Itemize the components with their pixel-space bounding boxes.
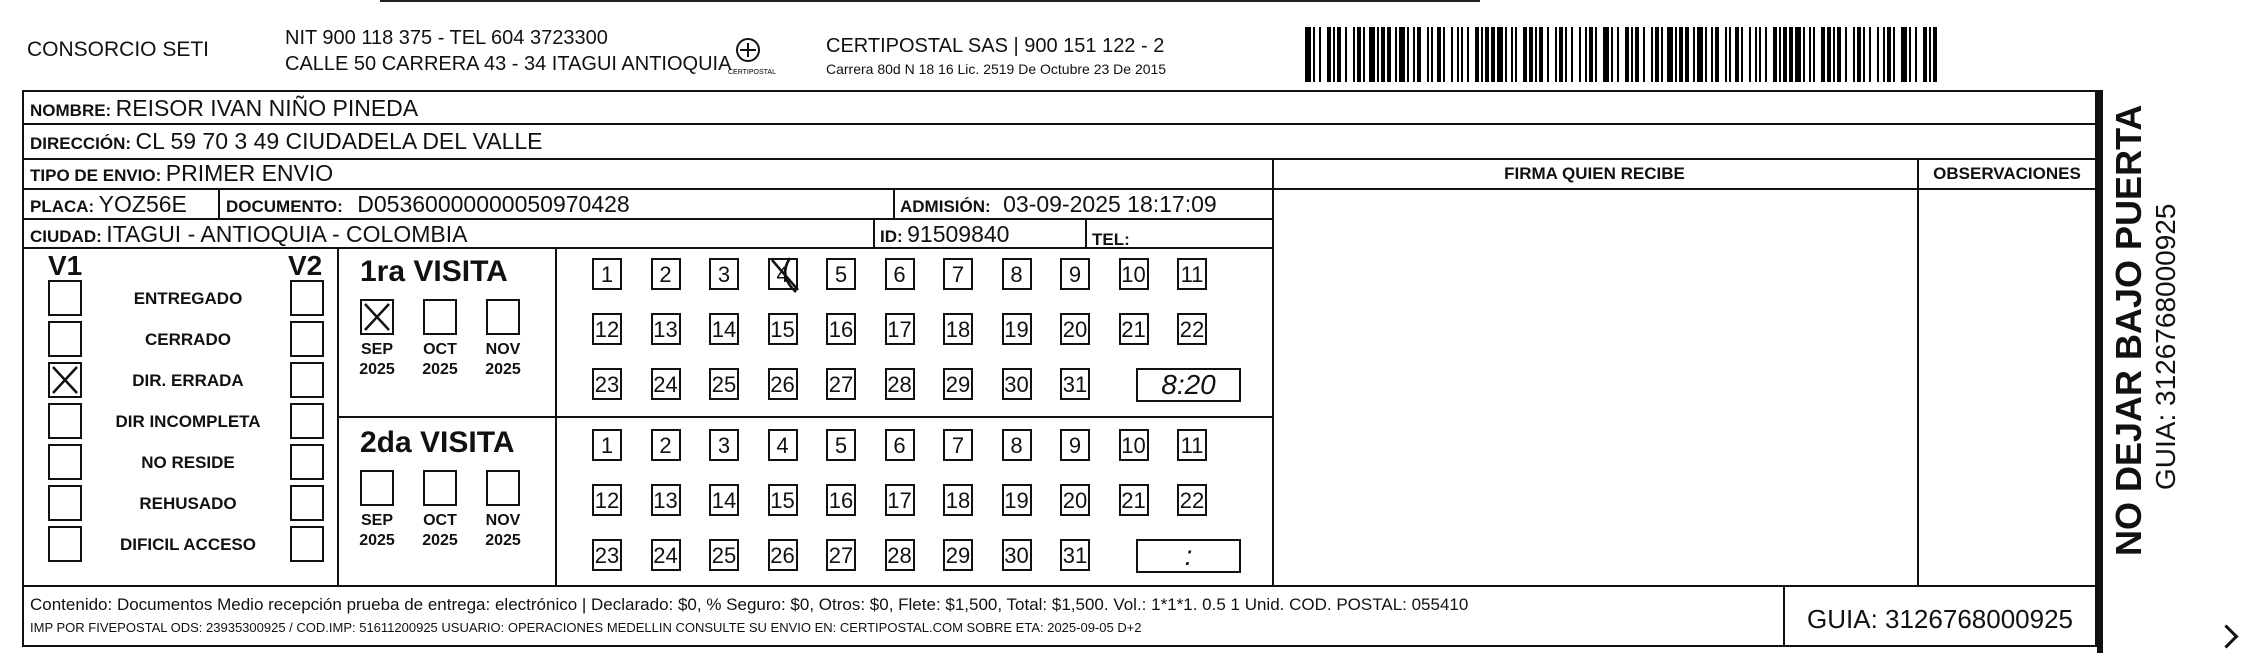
tipo-row [30,160,333,187]
col-docu-sep [218,188,220,218]
id-value: 91509840 [907,221,1010,247]
status-label: REHUSADO [139,494,237,513]
ciudad-label: CIUDAD: [30,227,102,246]
month-name: OCT [423,512,457,529]
barcode-image [1305,27,1938,82]
barcode-bar [1857,27,1861,82]
placa-label: PLACA: [30,197,95,216]
barcode-bar [1853,27,1855,82]
visit1-day-3[interactable]: 3 [709,258,739,290]
v2-label: V2 [288,250,323,281]
barcode-bar [1789,27,1793,82]
visit1-day-24[interactable]: 24 [651,368,681,400]
visit2-month-label [415,511,465,551]
col-obs-left [1917,158,1919,585]
nombre-label: NOMBRE: [30,101,112,120]
tel-label: TEL: [1092,230,1130,249]
month-name: OCT [423,341,457,358]
visit1-day-29[interactable]: 29 [943,368,973,400]
barcode-bar [1915,27,1917,82]
col-admision-sep [893,188,895,218]
visit2-day-29[interactable]: 29 [943,539,973,571]
month-name: SEP [360,512,393,529]
visit2-day-15[interactable]: 15 [768,484,798,516]
v1-checkbox[interactable] [48,403,82,439]
barcode-bar [1887,27,1891,82]
col-id-sep [873,218,875,247]
barcode-bar [1413,27,1415,82]
visit1-day-31[interactable]: 31 [1060,368,1090,400]
visit1-day-1[interactable]: 1 [592,258,622,290]
visit1-month-label [415,340,465,380]
barcode-bar [1783,27,1787,82]
status-label: ENTREGADO [133,289,243,308]
barcode-bar [1725,27,1727,82]
row-line-1 [24,123,2097,125]
barcode-bar [1603,27,1609,82]
visit2-day-16[interactable]: 16 [826,484,856,516]
barcode-bar [1675,27,1677,82]
v2-checkbox[interactable] [290,526,324,562]
visit1-day-2[interactable]: 2 [651,258,681,290]
month-year: 2025 [359,361,395,378]
visit1-day-13[interactable]: 13 [651,313,681,345]
visit-divider [337,416,1272,418]
barcode-bar [1559,27,1563,82]
visit1-month-checkbox[interactable] [486,299,520,335]
barcode-bar [1427,27,1429,82]
barcode-bar [1837,27,1841,82]
visit1-day-25[interactable]: 25 [709,368,739,400]
barcode-bar [1929,27,1931,82]
barcode-bar [1617,27,1619,82]
documento-value: D05360000000050970428 [357,191,630,217]
footer-line2: IMP POR FIVEPOSTAL ODS: 23935300925 / COD.IMP: 51611200925 USUARIO: OPERACIONES MEDELLIN CONSULTE SU ENVIO EN: CERTIPOSTAL.COM SOBRE ETA: 2025-09-05 D+2 [30,620,1142,635]
tipo-value: PRIMER ENVIO [165,160,334,186]
visit2-day-14[interactable]: 14 [709,484,739,516]
visit1-day-30[interactable]: 30 [1002,368,1032,400]
visit2-day-11[interactable]: 11 [1177,429,1207,461]
barcode-bar [1437,27,1441,82]
barcode-bar [1511,27,1513,82]
v1-label: V1 [48,250,83,281]
visit2-day-1[interactable]: 1 [592,429,622,461]
footer-guia: GUIA: 3126768000925 [1807,604,2073,634]
side-guia: GUIA: 3126768000925 [2150,203,2181,490]
barcode-bar [1729,27,1731,82]
status-label: NO RESIDE [141,453,235,472]
visit1-day-9[interactable]: 9 [1060,258,1090,290]
barcode-bar [1357,27,1361,82]
barcode-bar [1697,27,1703,82]
barcode-bar [1803,27,1805,82]
visit2-day-13[interactable]: 13 [651,484,681,516]
visit1-day-17[interactable]: 17 [885,313,915,345]
barcode-bar [1845,27,1847,82]
address-line: CALLE 50 CARRERA 43 - 34 ITAGUI ANTIOQUIA [285,53,732,75]
barcode-bar [1327,27,1331,82]
visit2-day-31[interactable]: 31 [1060,539,1090,571]
barcode-bar [1475,27,1479,82]
barcode-bar [1923,27,1927,82]
tipo-label: TIPO DE ENVIO: [30,166,162,185]
row-line-2b [1272,158,2097,160]
corner-mark [2214,624,2238,648]
visit2-day-23[interactable]: 23 [592,539,622,571]
visit2-day-3[interactable]: 3 [709,429,739,461]
barcode-bar [1667,27,1673,82]
visit2-day-17[interactable]: 17 [885,484,915,516]
visit1-day-4[interactable]: 4 [768,258,798,290]
barcode-bar [1635,27,1639,82]
visit2-day-19[interactable]: 19 [1002,484,1032,516]
visit2-day-30[interactable]: 30 [1002,539,1032,571]
barcode-bar [1461,27,1463,82]
barcode-bar [1523,27,1527,82]
nit-line: NIT 900 118 375 - TEL 604 3723300 [285,27,608,49]
barcode-bar [1305,27,1311,82]
barcode-bar [1755,27,1757,82]
barcode-bar [1711,27,1713,82]
barcode-bar [1345,27,1347,82]
footer-line1: Contenido: Documentos Medio recepción prueba de entrega: electrónico | Declarado: $0, % Seguro: $0, Otros: $0, Flete: $1,500, Total: $1,500. Vol.: 1*1*1. 0.5 1 Unid. COD. POSTAL: 055410 [30,595,1469,614]
barcode-bar [1893,27,1895,82]
barcode-bar [1809,27,1811,82]
visit1-day-23[interactable]: 23 [592,368,622,400]
barcode-bar [1377,27,1379,82]
barcode-bar [1595,27,1597,82]
barcode-bar [1333,27,1335,82]
visit2-month-checkbox[interactable] [486,470,520,506]
barcode-bar [1565,27,1567,82]
visit2-month-label [352,511,402,551]
barcode-bar [1813,27,1815,82]
direccion-label: DIRECCIÓN: [30,134,132,153]
barcode-bar [1869,27,1871,82]
barcode-bar [1741,27,1743,82]
row-line-3 [24,188,2097,190]
barcode-bar [1353,27,1355,82]
barcode-bar [1661,27,1663,82]
license-line: Carrera 80d N 18 16 Lic. 2519 De Octubre 23 De 2015 [826,61,1167,77]
status-label: CERRADO [145,330,231,349]
documento-row [226,191,630,218]
barcode-bar [1611,27,1613,82]
barcode-bar [1821,27,1825,82]
visit2-day-27[interactable]: 27 [826,539,856,571]
admision-label: ADMISIÓN: [900,197,991,216]
month-year: 2025 [485,361,521,378]
barcode-bar [1381,27,1385,82]
visit2-day-20[interactable]: 20 [1060,484,1090,516]
visit2-day-21[interactable]: 21 [1119,484,1149,516]
barcode-bar [1485,27,1489,82]
visit1-month-label [352,340,402,380]
barcode-bar [1631,27,1633,82]
barcode-bar [1779,27,1781,82]
v1-checkbox[interactable] [48,485,82,521]
v1-checkbox[interactable] [48,444,82,480]
barcode-bar [1579,27,1581,82]
visit1-day-12[interactable]: 12 [592,313,622,345]
barcode-bar [1715,27,1719,82]
barcode-bar [1467,27,1469,82]
v1-checkbox[interactable] [48,362,82,398]
placa-value: YOZ56E [98,191,187,217]
v2-checkbox[interactable] [290,321,324,357]
nombre-value: REISOR IVAN NIÑO PINEDA [115,95,419,121]
form-shadow-right [2097,90,2103,653]
placa-row [30,191,187,218]
v1-checkbox[interactable] [48,280,82,316]
barcode-bar [1491,27,1495,82]
status-label: DIR. ERRADA [132,371,244,390]
direccion-value: CL 59 70 3 49 CIUDADELA DEL VALLE [135,128,543,154]
barcode-bar [1417,27,1421,82]
visit1-day-5[interactable]: 5 [826,258,856,290]
barcode-bar [1643,27,1645,82]
month-year: 2025 [485,532,521,549]
barcode-bar [1685,27,1689,82]
documento-label: DOCUMENTO: [226,197,343,216]
visit1-day-19[interactable]: 19 [1002,313,1032,345]
barcode-bar [1443,27,1445,82]
barcode-bar [1539,27,1543,82]
barcode-bar [1515,27,1517,82]
visit1-day-18[interactable]: 18 [943,313,973,345]
barcode-bar [1387,27,1391,82]
barcode-bar [1909,27,1911,82]
visit1-day-14[interactable]: 14 [709,313,739,345]
visit1-day-26[interactable]: 26 [768,368,798,400]
col-firma-left [1272,158,1274,585]
visit2-day-5[interactable]: 5 [826,429,856,461]
visit2-day-7[interactable]: 7 [943,429,973,461]
barcode-bar [1589,27,1593,82]
v2-checkbox[interactable] [290,362,324,398]
visit2-day-9[interactable]: 9 [1060,429,1090,461]
barcode-bar [1833,27,1835,82]
ciudad-row [30,221,467,248]
visit2-day-18[interactable]: 18 [943,484,973,516]
visit1-day-28[interactable]: 28 [885,368,915,400]
barcode-bar [1529,27,1533,82]
col-tel-sep [1085,218,1087,247]
barcode-bar [1535,27,1537,82]
barcode-bar [1655,27,1659,82]
barcode-bar [1651,27,1653,82]
admision-row [900,191,1217,218]
barcode-bar [1759,27,1761,82]
visit1-day-6[interactable]: 6 [885,258,915,290]
admision-value: 03-09-2025 18:17:09 [1003,191,1217,217]
visit1-day-20[interactable]: 20 [1060,313,1090,345]
barcode-bar [1877,27,1879,82]
visit2-day-28[interactable]: 28 [885,539,915,571]
barcode-bar [1773,27,1777,82]
visit2-day-25[interactable]: 25 [709,539,739,571]
id-label: ID: [880,227,903,246]
visit2-day-2[interactable]: 2 [651,429,681,461]
month-name: NOV [485,512,521,529]
v2-checkbox[interactable] [290,280,324,316]
status-label: DIR INCOMPLETA [115,412,261,431]
no-dejar-bajo-puerta: NO DEJAR BAJO PUERTA [2108,104,2149,556]
visit1-day-11[interactable]: 11 [1177,258,1207,290]
visit1-day-15[interactable]: 15 [768,313,798,345]
visit2-day-4[interactable]: 4 [768,429,798,461]
month-year: 2025 [422,361,458,378]
visit2-time-box[interactable]: : [1136,539,1241,573]
barcode-bar [1399,27,1405,82]
barcode-bar [1863,27,1865,82]
visit2-day-10[interactable]: 10 [1119,429,1149,461]
company-name: CONSORCIO SETI [27,38,210,61]
barcode-bar [1693,27,1695,82]
barcode-bar [1585,27,1587,82]
barcode-bar [1933,27,1937,82]
visit1-day-21[interactable]: 21 [1119,313,1149,345]
certipostal-logo [726,34,776,80]
barcode-bar [1555,27,1557,82]
barcode-bar [1827,27,1831,82]
visit2-day-22[interactable]: 22 [1177,484,1207,516]
visit1-day-7[interactable]: 7 [943,258,973,290]
barcode-bar [1407,27,1409,82]
visit2-title: 2da VISITA [360,426,515,459]
barcode-bar [1319,27,1321,82]
certipostal-line: CERTIPOSTAL SAS | 900 151 122 - 2 [826,35,1165,57]
barcode-bar [1795,27,1801,82]
scan-edge-line [380,0,1480,2]
barcode-bar [1883,27,1885,82]
visit2-day-26[interactable]: 26 [768,539,798,571]
observaciones-label: OBSERVACIONES [1933,164,2081,183]
barcode-bar [1457,27,1459,82]
visit2-day-6[interactable]: 6 [885,429,915,461]
visit1-month-label [478,340,528,380]
barcode-bar [1625,27,1629,82]
visit1-month-checkbox[interactable] [423,299,457,335]
barcode-bar [1313,27,1315,82]
barcode-bar [1369,27,1375,82]
month-year: 2025 [359,532,395,549]
barcode-bar [1497,27,1503,82]
barcode-bar [1451,27,1453,82]
visit1-day-22[interactable]: 22 [1177,313,1207,345]
barcode-bar [1571,27,1573,82]
month-name: SEP [360,341,393,358]
visit2-month-label [478,511,528,551]
barcode-bar [1363,27,1365,82]
status-label: DIFICIL ACCESO [119,535,256,554]
row-line-footer [24,585,2097,587]
barcode-bar [1395,27,1397,82]
barcode-bar [1547,27,1549,82]
v2-checkbox[interactable] [290,403,324,439]
visit2-day-24[interactable]: 24 [651,539,681,571]
barcode-bar [1481,27,1483,82]
month-name: NOV [485,341,521,358]
v1-checkbox[interactable] [48,321,82,357]
id-row [880,221,1009,248]
visit1-title: 1ra VISITA [360,255,508,288]
barcode-bar [1901,27,1907,82]
visit1-day-27[interactable]: 27 [826,368,856,400]
visit2-day-12[interactable]: 12 [592,484,622,516]
ciudad-value: ITAGUI - ANTIOQUIA - COLOMBIA [106,221,468,247]
tel-row [1092,224,1130,251]
barcode-bar [1337,27,1341,82]
visit2-month-checkbox[interactable] [423,470,457,506]
visit1-month-checkbox[interactable] [360,299,394,335]
barcode-bar [1749,27,1751,82]
barcode-bar [1431,27,1433,82]
direccion-row [30,128,543,155]
visit1-day-16[interactable]: 16 [826,313,856,345]
visit2-day-8[interactable]: 8 [1002,429,1032,461]
visit2-month-checkbox[interactable] [360,470,394,506]
barcode-bar [1765,27,1767,82]
visit1-day-8[interactable]: 8 [1002,258,1032,290]
visit1-day-10[interactable]: 10 [1119,258,1149,290]
v1-checkbox[interactable] [48,526,82,562]
v2-checkbox[interactable] [290,444,324,480]
barcode-bar [1505,27,1507,82]
barcode-bar [1735,27,1739,82]
month-year: 2025 [422,532,458,549]
firma-label: FIRMA QUIEN RECIBE [1504,164,1685,183]
v2-checkbox[interactable] [290,485,324,521]
svg-text:CERTIPOSTAL: CERTIPOSTAL [728,69,776,76]
barcode-bar [1705,27,1707,82]
nombre-row [30,95,418,122]
barcode-bar [1679,27,1683,82]
visit1-time-box[interactable]: 8:20 [1136,368,1241,402]
